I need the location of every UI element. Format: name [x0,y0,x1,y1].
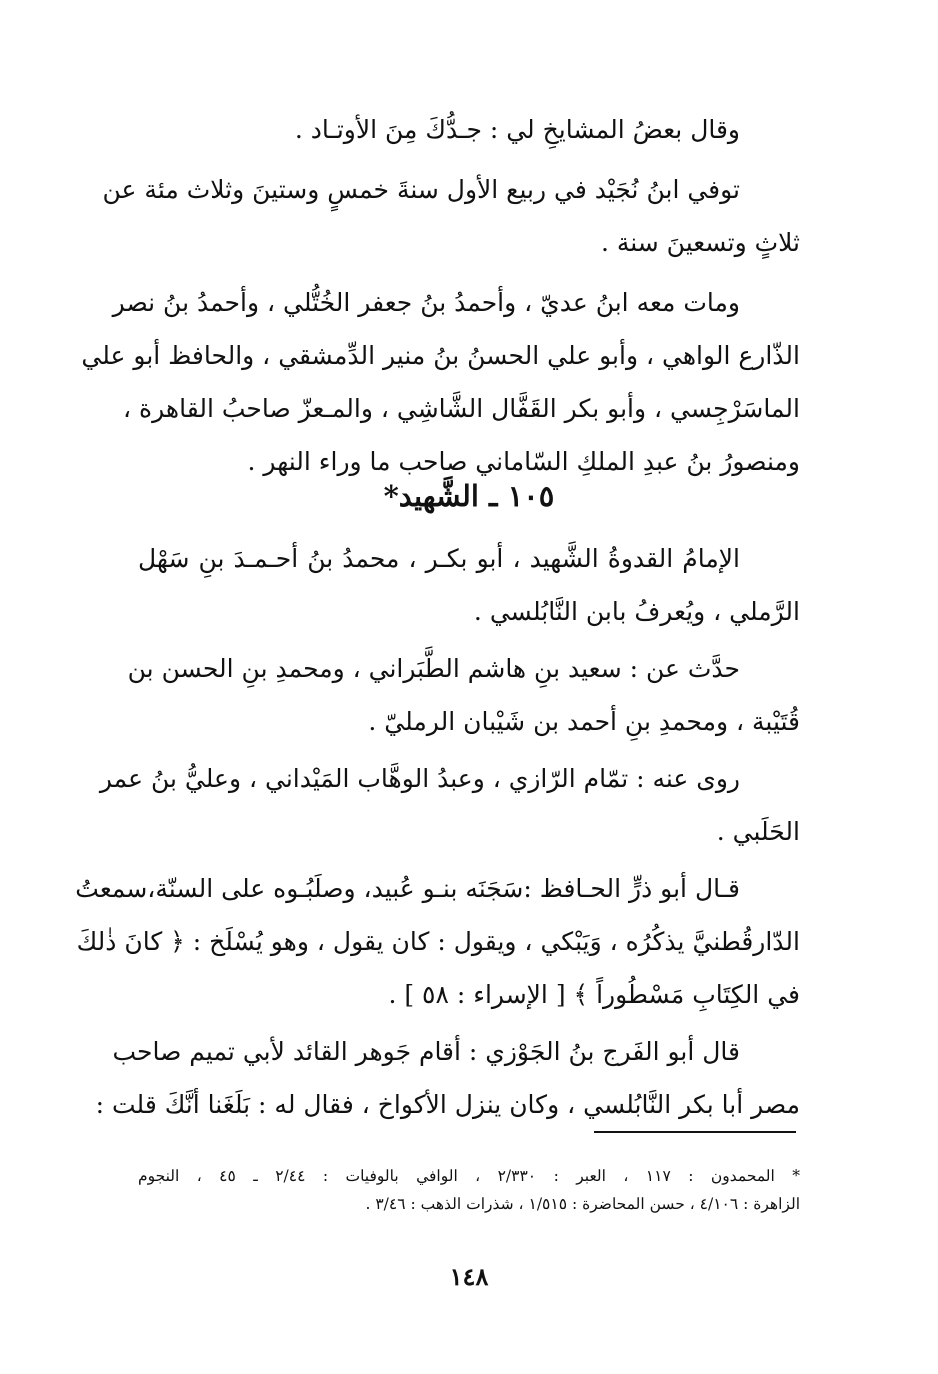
footnote-line: الزاهرة : ٤/١٠٦ ، حسن المحاضرة : ١/٥١٥ ، شذرات الذهب : ٣/٤٦ . [365,1195,800,1213]
text-line: قـال أبو ذرٍّ الحـافظ :سَجَنَه بنـو عُبيد، وصلَبُـوه على السنّة،سمعتُ [75,874,740,903]
text-line: ومات معه ابنُ عديّ ، وأحمدُ بنُ جعفر الخُتُّلي ، وأحمدُ بنُ نصر [112,288,740,317]
text-line: قُتَيْبة ، ومحمدِ بنِ أحمد بن شَيْبان الرمليّ . [368,707,800,736]
text-line: روى عنه : تمّام الرّازي ، وعبدُ الوهَّاب المَيْداني ، وعليُّ بنُ عمر [99,764,740,793]
text-line: الذّارع الواهي ، وأبو علي الحسنُ بنُ منير الدِّمشقي ، والحافظ أبو علي [81,341,800,370]
paragraph [75,862,800,1021]
text-line: حدَّث عن : سعيد بنِ هاشم الطَّبَراني ، ومحمدِ بنِ الحسن بن [127,654,740,683]
text-line: ثلاثٍ وتسعينَ سنة . [600,228,800,257]
text-line: الإمامُ القدوةُ الشَّهيد ، أبو بكـر ، محمدُ بنُ أحـمـدَ بنِ سَهْل [138,544,740,573]
text-line: توفي ابنُ نُجَيْد في ربيع الأول سنةَ خمسٍ وستينَ وثلاث مئة عن [102,175,740,204]
paragraph [138,103,800,156]
text-line: مصر أبا بكر النَّابُلسي ، وكان ينزل الأكواخ ، فقال له : بَلَغَنا أنَّكَ قلت : [95,1090,800,1119]
page-number: ١٤٨ [449,1262,489,1291]
text-block-top [81,103,800,488]
footnote-divider [594,1131,796,1133]
text-line: في الكِتَابِ مَسْطُوراً ﴾ [ الإسراء : ٥٨ ] . [388,980,800,1009]
text-line: الماسَرْجِسي ، وأبو بكر القَفَّال الشَّاشِي ، والمـعزّ صاحبُ القاهرة ، [122,394,800,423]
paragraph [99,752,800,858]
text-line: قال أبو الفَرج بنُ الجَوْزي : أقام جَوهر القائد لأبي تميم صاحب [112,1037,740,1066]
paragraph [95,1025,800,1131]
paragraph [102,163,800,269]
text-line: الدّارقُطنيَّ يذكُرُه ، وَيَبْكي ، ويقول : كان يقول ، وهو يُسْلَخ : ﴿ كانَ ذٰلكَ [76,927,800,956]
text-line: الحَلَبي . [716,817,800,846]
paragraph [127,642,800,748]
footnote-line: * المحمدون : ١١٧ ، العبر : ٢/٣٣٠ ، الوافي بالوفيات : ٢/٤٤ ـ ٤٥ ، النجوم [138,1167,800,1185]
paragraph [138,532,800,638]
text-block-bottom [75,532,800,1131]
footnote [138,1162,800,1218]
entry-heading: ١٠٥ ـ الشَّهيد* [383,479,555,513]
text-line: وقال بعضُ المشايخِ لي : جـدُّكَ مِنَ الأوتـاد . [294,115,740,144]
text-line: ومنصورُ بنُ عبدِ الملكِ السّاماني صاحب ما وراء النهر . [247,447,800,476]
text-line: الرَّملي ، ويُعرفُ بابن النَّابُلسي . [473,597,800,626]
paragraph [81,276,800,488]
